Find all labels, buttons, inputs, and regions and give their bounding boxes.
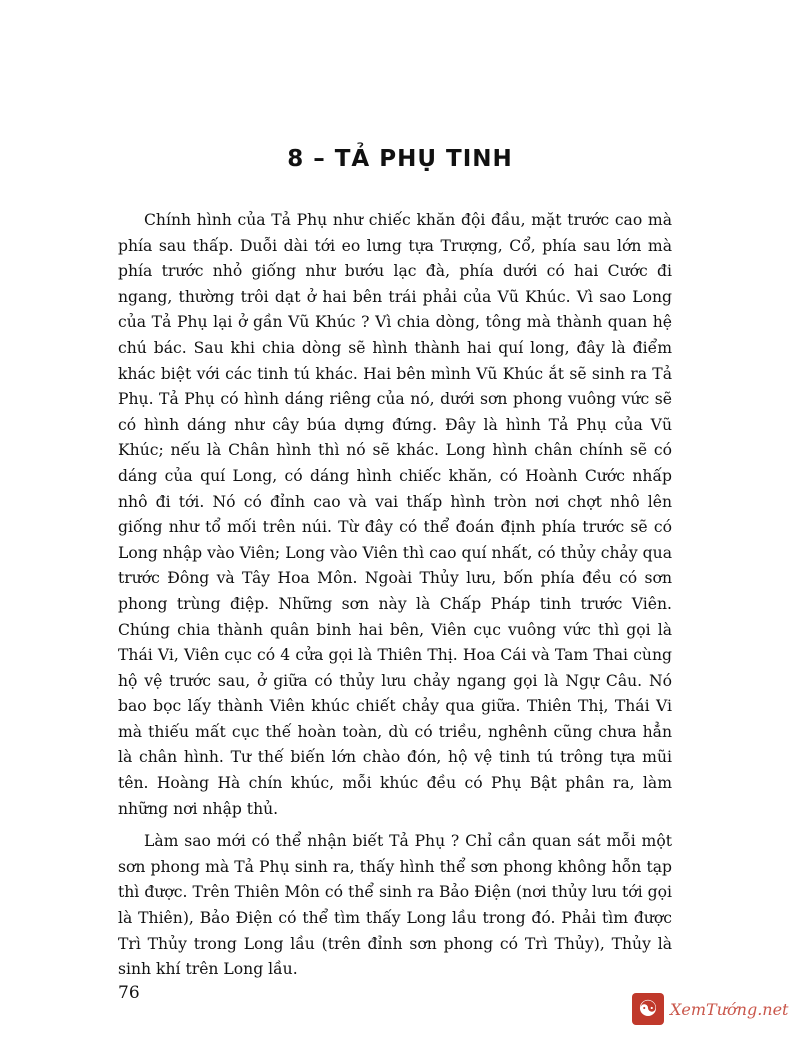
paragraph-2: Làm sao mới có thể nhận biết Tả Phụ ? Chỉ cần quan sát mỗi một sơn phong mà Tả Phụ sinh ra, thấy hình thể sơn phong không hỗn tạp thì được. Trên Thiên Môn có thể sinh ra Bảo Điện (nơi thủy lưu tới gọi là Thiên), Bảo Điện có thể tìm thấy Long lầu trong đó. Phải tìm được Trì Thủy trong Long lầu (trên đỉnh sơn phong có Trì Thủy), Thủy là sinh khí trên Long lầu.	[118, 832, 672, 979]
paragraph-1: Chính hình của Tả Phụ như chiếc khăn đội đầu, mặt trước cao mà phía sau thấp. Duỗi dài tới eo lưng tựa Trượng, Cổ, phía sau lớn mà phía trước nhỏ giống như bướu lạc đà, phía dưới có hai Cước đi ngang, thường trôi dạt ở hai bên trái phải của Vũ Khúc. Vì sao Long của Tả Phụ lại ở gần Vũ Khúc ? Vì chia dòng, tông mà thành quan hệ chú bác. Sau khi chia dòng sẽ hình thành hai quí long, đây là điểm khác biệt với các tinh tú khác. Hai bên mình Vũ Khúc ắt sẽ sinh ra Tả Phụ. Tả Phụ có hình dáng riêng của nó, dưới sơn phong vuông vức sẽ có hình dáng như cây búa dựng đứng. Đây là hình Tả Phụ của Vũ Khúc; nếu là Chân hình thì nó sẽ khác. Long hình chân chính sẽ có dáng của quí Long, có dáng hình chiếc khăn, có Hoành Cước nhấp nhô đi tới. Nó có đỉnh cao và vai thấp hình tròn nơi chợt nhô lên giống như tổ mối trên núi. Từ đây có thể đoán định phía trước sẽ có Long nhập vào Viên; Long vào Viên thì cao quí nhất, có thủy chảy qua trước Đông và Tây Hoa Môn. Ngoài Thủy lưu, bốn phía đều có sơn phong trùng điệp. Những sơn này là Chấp Pháp tinh trước Viên. Chúng chia thành quân binh hai bên, Viên cục vuông vức thì gọi là Thái Vi, Viên cục có 4 cửa gọi là Thiên Thị. Hoa Cái và Tam Thai cùng hộ vệ trước sau, ở giữa có thủy lưu chảy ngang gọi là Ngự Câu. Nó bao bọc lấy thành Viên khúc chiết chảy qua giữa. Thiên Thị, Thái Vi mà thiếu mất cục thế hoàn toàn, dù có triều, nghênh cũng chưa hẳn là chân hình. Tư thế biến lớn chào đón, hộ vệ tinh tú trông tựa mũi tên. Hoàng Hà chín khúc, mỗi khúc đều có Phụ Bật phân ra, làm những nơi nhập thủ.	[118, 211, 672, 818]
body-text	[118, 208, 672, 983]
chapter-title: 8 – TẢ PHỤ TINH	[287, 146, 513, 172]
page-number: 76	[118, 983, 140, 1003]
watermark	[632, 987, 798, 1031]
watermark-text: XemTướng.net	[670, 999, 789, 1019]
yin-yang-icon: ☯	[632, 993, 664, 1025]
